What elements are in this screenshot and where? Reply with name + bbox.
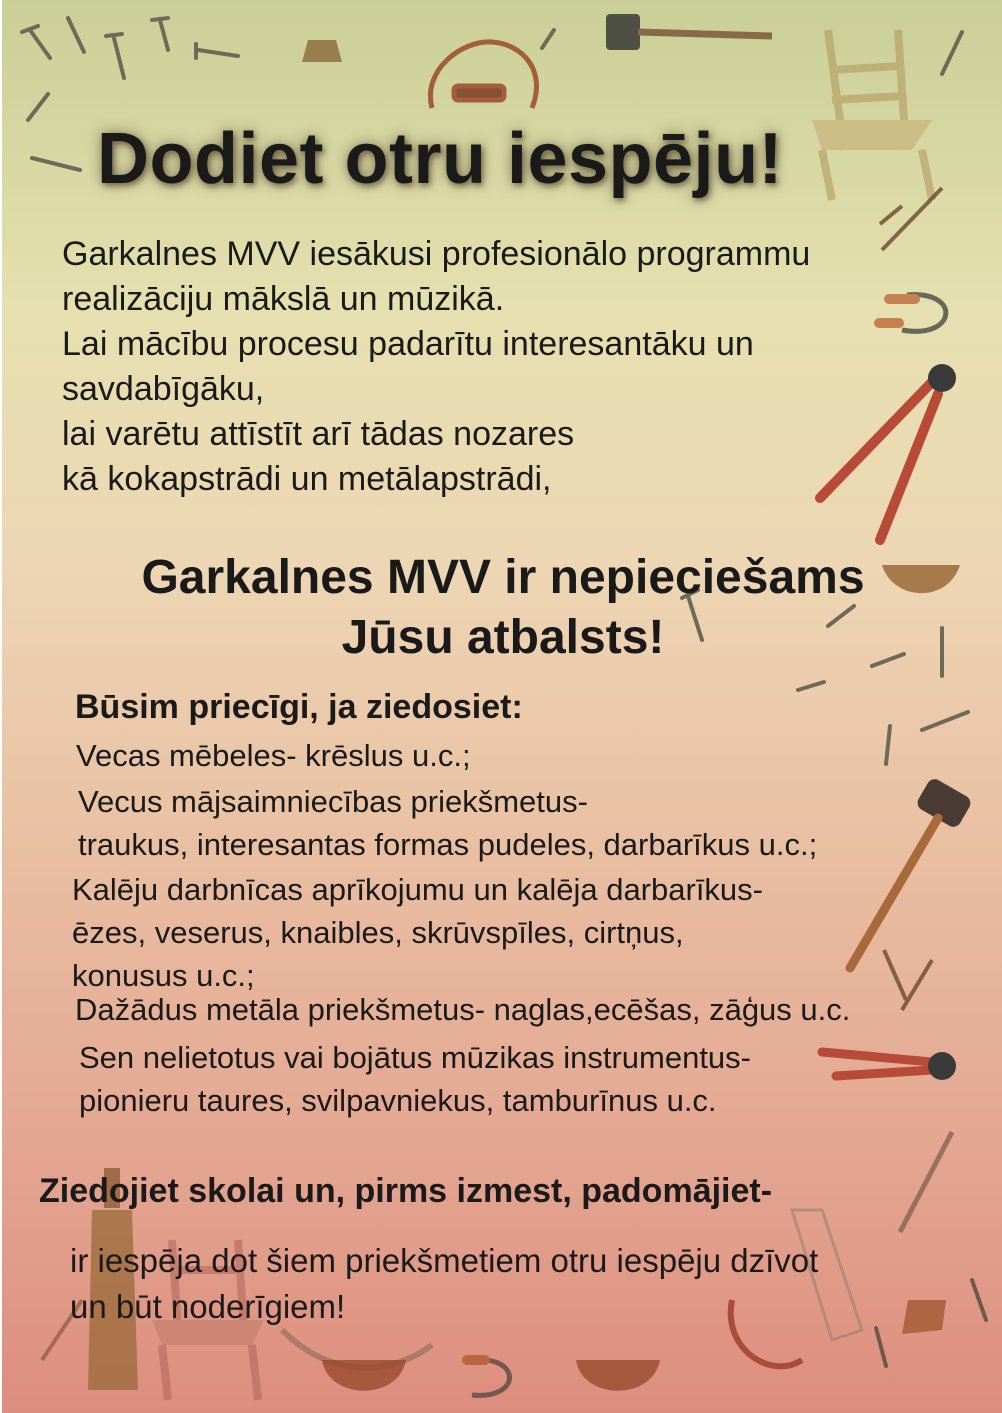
donate-call: Ziedojiet skolai un, pirms izmest, padomājiet- [39,1172,773,1210]
donation-item-line: Dažādus metāla priekšmetus- naglas,ecēšas, zāģus u.c. [75,992,851,1027]
intro-line: Lai mācību procesu padarītu interesantāku un [62,325,754,363]
support-heading-line: Jūsu atbalsts! [341,611,665,664]
chair-icon [812,30,932,200]
donation-item-blacksmith [72,868,763,997]
donation-list-heading: Būsim priecīgi, ja ziedosiet: [75,688,523,726]
support-heading-line: Garkalnes MVV ir nepieciešams [141,551,865,604]
intro-line: savdabīgāku, [62,370,265,408]
donation-item-line: Vecas mēbeles- krēslus u.c.; [76,738,471,773]
wooden-bowl-icon [576,1360,660,1391]
donation-item-metal [75,988,850,1031]
donation-item-household [78,780,817,866]
intro-line: Garkalnes MVV iesākusi profesionālo programmu [62,235,811,273]
iron-icon [902,1300,946,1334]
intro-paragraph [62,232,810,502]
hammer-icon [850,776,973,968]
donation-item-line: Kalēju darbnīcas aprīkojumu un kalēja darbarīkus- [72,872,763,907]
donation-item-furniture [76,734,471,777]
intro-line: lai varētu attīstīt arī tādas nozares [62,415,575,453]
donation-item-line: Sen nelietotus vai bojātus mūzikas instrumentus- [79,1040,751,1075]
drawknife-icon [874,294,946,331]
closing-line: un būt noderīgiem! [70,1288,346,1325]
drawknife-icon [462,1355,510,1395]
donation-item-line: traukus, interesantas formas pudeles, darbarīkus u.c.; [78,827,818,862]
donation-item-line: Vecus mājsaimniecības priekšmetus- [78,784,588,819]
closing-text [70,1238,818,1330]
tambourine-icon [430,42,536,108]
intro-line: kā kokapstrādi un metālapstrādi, [62,460,552,498]
saw-icon [900,1132,952,1232]
wooden-bowl-icon [322,1360,406,1391]
sledgehammer-icon [606,14,772,50]
donation-item-line: pionieru taures, svilpavniekus, tamburīnus u.c. [79,1083,717,1118]
donation-item-line: ēzes, veserus, knaibles, skrūvspīles, cirtņus, [72,915,684,950]
pliers-icon [822,1052,956,1080]
support-heading [2,548,1002,668]
file-tool-icon [880,188,942,250]
donation-item-line: konusus u.c.; [72,958,255,993]
poster-title: Dodiet otru iespēju! [97,119,784,199]
donation-item-instruments [79,1036,751,1122]
closing-line: ir iespēja dot šiem priekšmetiem otru iespēju dzīvot [70,1242,819,1279]
pliers-icon [820,364,956,540]
intro-line: realizāciju mākslā un mūzikā. [62,280,505,318]
iron-icon [302,40,342,62]
